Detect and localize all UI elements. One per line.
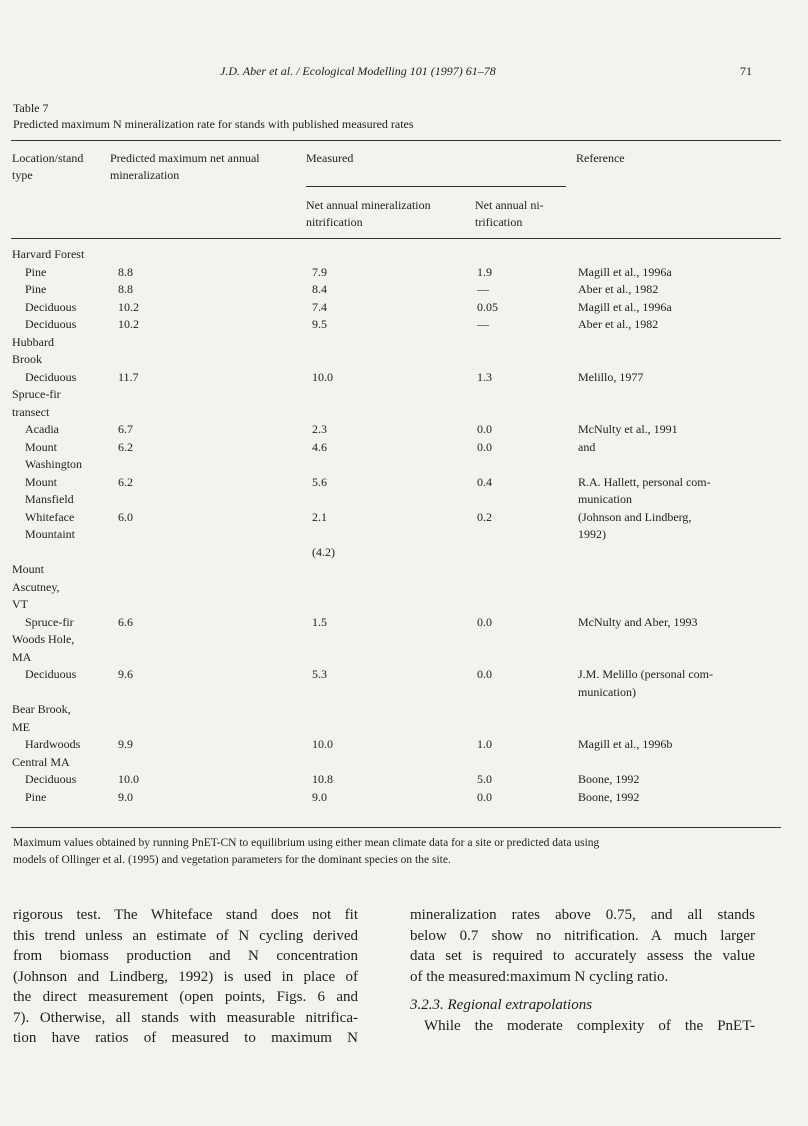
cell-predicted: 10.2 bbox=[118, 299, 139, 314]
table-row bbox=[0, 719, 808, 737]
cell-location: Bear Brook, bbox=[12, 702, 71, 716]
header-location bbox=[12, 150, 83, 184]
cell-location: Pine bbox=[25, 264, 47, 279]
cell-net-mineralization: 4.6 bbox=[312, 439, 327, 454]
cell-predicted: 10.2 bbox=[118, 317, 139, 331]
cell-net-mineralization: 10.0 bbox=[312, 369, 333, 384]
cell-net-nitrification: 1.9 bbox=[477, 264, 492, 279]
body-column-right bbox=[410, 905, 755, 1036]
cell-reference: Aber et al., 1982 bbox=[578, 317, 659, 331]
cell-net-mineralization: 2.1 bbox=[312, 509, 327, 524]
body-line: mineralization rates above 0.75, and all stands bbox=[410, 907, 755, 923]
cell-location: Mountaint bbox=[25, 527, 75, 541]
cell-reference: Melillo, 1977 bbox=[578, 369, 644, 384]
body-line: (Johnson and Lindberg, 1992) is used in place of bbox=[13, 968, 358, 985]
cell-location: Deciduous bbox=[25, 369, 77, 384]
cell-location: Central MA bbox=[12, 754, 70, 769]
header-net-nitrification bbox=[475, 197, 544, 231]
cell-reference: Aber et al., 1982 bbox=[578, 282, 659, 296]
table-row bbox=[0, 246, 808, 264]
table-row bbox=[0, 561, 808, 579]
cell-location: Hardwoods bbox=[25, 737, 81, 751]
table-row bbox=[0, 526, 808, 544]
header-location-line2: type bbox=[12, 168, 33, 182]
header-measured: Measured bbox=[306, 151, 354, 165]
table-row bbox=[0, 264, 808, 282]
table-row bbox=[0, 649, 808, 667]
page-number: 71 bbox=[740, 64, 752, 78]
body-line: from biomass production and N concentration bbox=[13, 948, 358, 964]
cell-net-nitrification: 0.0 bbox=[477, 667, 492, 681]
cell-net-mineralization: 2.3 bbox=[312, 422, 327, 436]
table-row bbox=[0, 439, 808, 457]
table-row bbox=[0, 736, 808, 754]
cell-location: Mansfield bbox=[25, 492, 74, 506]
table-row bbox=[0, 386, 808, 404]
cell-reference: J.M. Melillo (personal com- bbox=[578, 667, 713, 681]
table-row bbox=[0, 544, 808, 562]
table-row bbox=[0, 754, 808, 772]
cell-location: Acadia bbox=[25, 422, 59, 436]
cell-location: Spruce-fir bbox=[25, 614, 74, 629]
body-line: below 0.7 show no nitrification. A much larger bbox=[410, 927, 755, 944]
cell-location: Pine bbox=[25, 282, 47, 296]
cell-reference: Magill et al., 1996a bbox=[578, 264, 672, 279]
cell-location: Brook bbox=[12, 352, 42, 366]
cell-reference: munication bbox=[578, 492, 632, 506]
cell-location: Hubbard bbox=[12, 334, 54, 349]
table-row bbox=[0, 421, 808, 439]
cell-location: Harvard Forest bbox=[12, 247, 85, 261]
header-net-mineralization bbox=[306, 197, 431, 231]
body-line: data set is required to accurately assess the value bbox=[410, 948, 755, 964]
cell-net-nitrification: 0.0 bbox=[477, 422, 492, 436]
cell-location: Deciduous bbox=[25, 667, 77, 681]
table-row bbox=[0, 334, 808, 352]
cell-net-nitrification: 0.2 bbox=[477, 509, 492, 524]
cell-net-mineralization: 8.4 bbox=[312, 282, 327, 296]
body-line: While the moderate complexity of the PnET- bbox=[424, 1017, 755, 1034]
header-net-nit-line2: trification bbox=[475, 215, 523, 229]
body-line: 7). Otherwise, all stands with measurable nitrifica- bbox=[13, 1009, 358, 1026]
table-row bbox=[0, 579, 808, 597]
cell-net-mineralization: 7.4 bbox=[312, 299, 327, 314]
cell-location: Ascutney, bbox=[12, 579, 60, 594]
cell-location: transect bbox=[12, 404, 50, 419]
cell-predicted: 6.2 bbox=[118, 474, 133, 489]
table-row bbox=[0, 351, 808, 369]
cell-reference: Magill et al., 1996b bbox=[578, 737, 673, 751]
table-row bbox=[0, 684, 808, 702]
cell-reference: and bbox=[578, 439, 596, 454]
header-predicted bbox=[110, 150, 260, 184]
cell-location: Deciduous bbox=[25, 772, 77, 786]
header-predicted-line1: Predicted maximum net annual bbox=[110, 151, 260, 165]
cell-net-mineralization: 1.5 bbox=[312, 614, 327, 629]
table-row bbox=[0, 299, 808, 317]
cell-net-mineralization: 9.0 bbox=[312, 789, 327, 804]
table-row bbox=[0, 771, 808, 789]
cell-net-nitrification: 0.0 bbox=[477, 439, 492, 454]
cell-predicted: 8.8 bbox=[118, 282, 133, 296]
body-line: of the measured:maximum N cycling ratio. bbox=[410, 968, 669, 985]
cell-reference: McNulty et al., 1991 bbox=[578, 422, 678, 436]
cell-reference: munication) bbox=[578, 684, 636, 699]
cell-predicted: 10.0 bbox=[118, 772, 139, 786]
body-column-left bbox=[13, 905, 358, 1049]
body-line: the direct measurement (open points, Figs. 6 and bbox=[13, 989, 358, 1005]
cell-net-nitrification: 1.0 bbox=[477, 737, 492, 751]
cell-net-mineralization: 7.9 bbox=[312, 264, 327, 279]
body-line: rigorous test. The Whiteface stand does not fit bbox=[13, 907, 358, 923]
table-bottom-rule bbox=[11, 827, 781, 828]
table-row bbox=[0, 316, 808, 334]
running-head bbox=[0, 64, 808, 82]
table-row bbox=[0, 631, 808, 649]
cell-reference: 1992) bbox=[578, 527, 606, 541]
cell-location: Whiteface bbox=[25, 509, 75, 524]
table-row bbox=[0, 456, 808, 474]
body-line: tion have ratios of measured to maximum N bbox=[13, 1030, 358, 1046]
table-row bbox=[0, 404, 808, 422]
header-reference: Reference bbox=[576, 151, 625, 165]
table-row bbox=[0, 281, 808, 299]
cell-net-nitrification: 1.3 bbox=[477, 369, 492, 384]
table-footnote-line2: models of Ollinger et al. (1995) and vegetation parameters for the dominant species on the site. bbox=[13, 854, 451, 866]
cell-net-nitrification: 0.0 bbox=[477, 614, 492, 629]
header-location-line1: Location/stand bbox=[12, 151, 84, 165]
cell-predicted: 9.0 bbox=[118, 789, 133, 804]
cell-net-mineralization: 5.6 bbox=[312, 474, 327, 489]
cell-reference: McNulty and Aber, 1993 bbox=[578, 614, 698, 629]
cell-location: Spruce-fir bbox=[12, 387, 61, 401]
table-row bbox=[0, 491, 808, 509]
cell-net-nitrification: 0.05 bbox=[477, 299, 498, 314]
header-predicted-line2: mineralization bbox=[110, 168, 180, 182]
cell-predicted: 9.9 bbox=[118, 737, 133, 751]
header-net-min-line2: nitrification bbox=[306, 215, 363, 229]
body-line: this trend unless an estimate of N cycling derived bbox=[13, 927, 358, 944]
cell-predicted: 6.2 bbox=[118, 439, 133, 454]
table-row bbox=[0, 666, 808, 684]
running-title: J.D. Aber et al. / Ecological Modelling 101 (1997) 61–78 bbox=[220, 64, 496, 78]
measured-span-rule bbox=[306, 186, 566, 187]
cell-reference: Boone, 1992 bbox=[578, 789, 640, 804]
cell-reference: (Johnson and Lindberg, bbox=[578, 509, 692, 524]
cell-location: Pine bbox=[25, 789, 47, 804]
cell-net-nitrification: 0.4 bbox=[477, 474, 492, 489]
subsection-heading: 3.2.3. Regional extrapolations bbox=[410, 997, 593, 1013]
cell-reference: Boone, 1992 bbox=[578, 772, 640, 786]
cell-reference: R.A. Hallett, personal com- bbox=[578, 474, 711, 489]
cell-net-mineralization: (4.2) bbox=[312, 544, 335, 559]
cell-location: VT bbox=[12, 597, 28, 611]
cell-net-nitrification: — bbox=[477, 317, 489, 331]
table-label: Table 7 bbox=[13, 101, 49, 115]
cell-net-mineralization: 5.3 bbox=[312, 667, 327, 681]
cell-predicted: 6.6 bbox=[118, 614, 133, 629]
table-footnote-line1: Maximum values obtained by running PnET-CN to equilibrium using either mean climate data for a site or predicted data using bbox=[13, 837, 600, 849]
cell-location: Mount bbox=[25, 474, 58, 489]
cell-location: Mount bbox=[12, 562, 45, 576]
table-row bbox=[0, 369, 808, 387]
cell-net-mineralization: 10.8 bbox=[312, 772, 333, 786]
cell-net-nitrification: — bbox=[477, 282, 489, 296]
cell-predicted: 8.8 bbox=[118, 264, 133, 279]
table-row bbox=[0, 789, 808, 807]
cell-net-nitrification: 0.0 bbox=[477, 789, 492, 804]
cell-location: Deciduous bbox=[25, 317, 77, 331]
table-row bbox=[0, 614, 808, 632]
table-top-rule bbox=[11, 140, 781, 141]
header-net-min-line1: Net annual mineralization bbox=[306, 198, 431, 212]
table-caption: Predicted maximum N mineralization rate for stands with published measured rates bbox=[13, 117, 414, 131]
cell-location: Deciduous bbox=[25, 299, 77, 314]
cell-location: Woods Hole, bbox=[12, 632, 75, 646]
cell-location: Washington bbox=[25, 457, 83, 471]
cell-location: ME bbox=[12, 719, 30, 734]
table-header-rule bbox=[11, 238, 781, 239]
table-row bbox=[0, 701, 808, 719]
table-row bbox=[0, 596, 808, 614]
cell-net-nitrification: 5.0 bbox=[477, 772, 492, 786]
cell-predicted: 6.0 bbox=[118, 509, 133, 524]
cell-location: Mount bbox=[25, 439, 58, 454]
table-row bbox=[0, 509, 808, 527]
cell-net-mineralization: 10.0 bbox=[312, 737, 333, 751]
table-row bbox=[0, 474, 808, 492]
cell-net-mineralization: 9.5 bbox=[312, 317, 327, 331]
cell-predicted: 11.7 bbox=[118, 369, 139, 384]
cell-predicted: 9.6 bbox=[118, 667, 133, 681]
cell-reference: Magill et al., 1996a bbox=[578, 299, 672, 314]
cell-location: MA bbox=[12, 649, 32, 664]
table-footnote bbox=[13, 835, 773, 869]
header-net-nit-line1: Net annual ni- bbox=[475, 198, 544, 212]
cell-predicted: 6.7 bbox=[118, 422, 133, 436]
table-body bbox=[0, 246, 808, 806]
